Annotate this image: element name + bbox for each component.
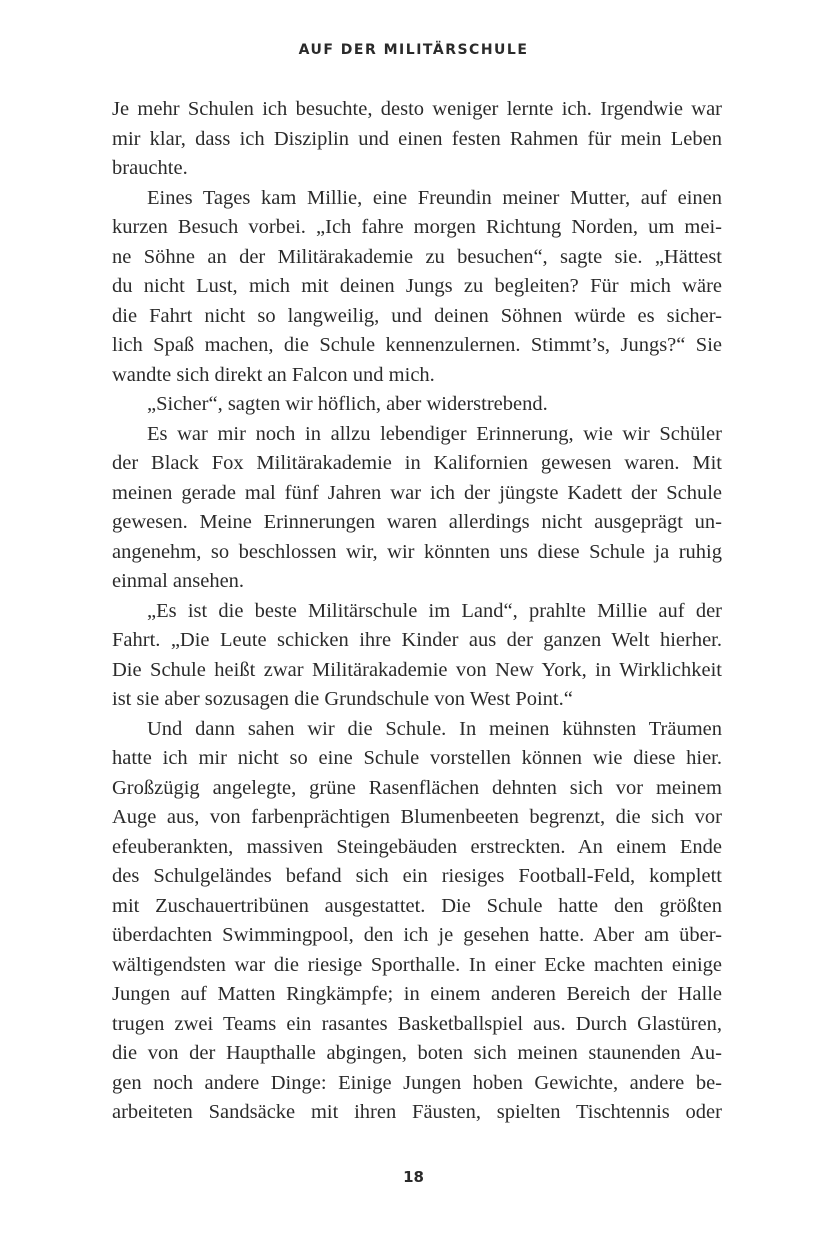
text-line: efeuberankten, massiven Steingebäuden erstreckten. An einem Ende: [112, 835, 722, 858]
text-line: wältigendsten war die riesige Sporthalle. In einer Ecke machten einige: [112, 953, 722, 976]
text-line: überdachten Swimmingpool, den ich je gesehen hatte. Aber am über-: [112, 924, 722, 946]
text-line: lich Spaß machen, die Schule kennenzulernen. Stimmt’s, Jungs?“ Sie: [112, 334, 722, 356]
text-line: du nicht Lust, mich mit deinen Jungs zu begleiten? Für mich wäre: [112, 275, 722, 297]
text-line: die Fahrt nicht so langweilig, und deinen Söhnen würde es sicher-: [112, 304, 722, 327]
text-line: Eines Tages kam Millie, eine Freundin meiner Mutter, auf einen: [147, 186, 722, 209]
text-line: die von der Haupthalle abgingen, boten sich meinen staunenden Au-: [112, 1042, 722, 1064]
text-line: ist sie aber sozusagen die Grundschule von West Point.“: [112, 688, 573, 710]
text-line: der Black Fox Militärakademie in Kalifornien gewesen waren. Mit: [112, 452, 722, 474]
text-line: einmal ansehen.: [112, 570, 245, 592]
page-number: 18: [403, 1168, 424, 1186]
text-line: des Schulgeländes befand sich ein riesiges Football-Feld, komplett: [112, 865, 722, 887]
text-line: mit Zuschauertribünen ausgestattet. Die Schule hatte den größten: [112, 894, 722, 917]
text-line: brauchte.: [112, 157, 188, 179]
text-line: hatte ich mir nicht so eine Schule vorstellen können wie diese hier.: [112, 747, 722, 769]
text-line: Jungen auf Matten Ringkämpfe; in einem anderen Bereich der Halle: [112, 983, 722, 1005]
text-line: kurzen Besuch vorbei. „Ich fahre morgen Richtung Norden, um mei-: [112, 216, 722, 238]
text-line: Die Schule heißt zwar Militärakademie von New York, in Wirklichkeit: [112, 658, 722, 681]
text-line: mir klar, dass ich Disziplin und einen festen Rahmen für mein Leben: [112, 127, 722, 150]
text-line: Und dann sahen wir die Schule. In meinen kühnsten Träumen: [147, 717, 722, 740]
text-line: gewesen. Meine Erinnerungen waren allerdings nicht ausgeprägt un-: [112, 511, 722, 533]
text-line: wandte sich direkt an Falcon und mich.: [112, 363, 435, 386]
text-line: Je mehr Schulen ich besuchte, desto weniger lernte ich. Irgendwie war: [112, 98, 722, 120]
text-line: „Sicher“, sagten wir höflich, aber widerstrebend.: [147, 393, 548, 415]
text-line: Fahrt. „Die Leute schicken ihre Kinder aus der ganzen Welt hierher.: [112, 629, 722, 651]
text-line: Großzügig angelegte, grüne Rasenflächen dehnten sich vor meinem: [112, 776, 722, 799]
text-line: ne Söhne an der Militärakademie zu besuchen“, sagte sie. „Hättest: [112, 245, 722, 268]
text-line: Auge aus, von farbenprächtigen Blumenbeeten begrenzt, die sich vor: [112, 806, 722, 828]
text-line: gen noch andere Dinge: Einige Jungen hoben Gewichte, andere be-: [112, 1071, 722, 1094]
text-line: „Es ist die beste Militärschule im Land“, prahlte Millie auf der: [147, 599, 722, 622]
text-line: Es war mir noch in allzu lebendiger Erinnerung, wie wir Schüler: [147, 422, 722, 445]
text-line: trugen zwei Teams ein rasantes Basketballspiel aus. Durch Glastüren,: [112, 1012, 722, 1035]
text-line: arbeiteten Sandsäcke mit ihren Fäusten, spielten Tischtennis oder: [112, 1101, 722, 1123]
body-text: [112, 95, 722, 1128]
running-head: AUF DER MILITÄRSCHULE: [298, 42, 529, 58]
text-line: meinen gerade mal fünf Jahren war ich der jüngste Kadett der Schule: [112, 481, 722, 504]
text-line: angenehm, so beschlossen wir, wir könnten uns diese Schule ja ruhig: [112, 540, 722, 563]
